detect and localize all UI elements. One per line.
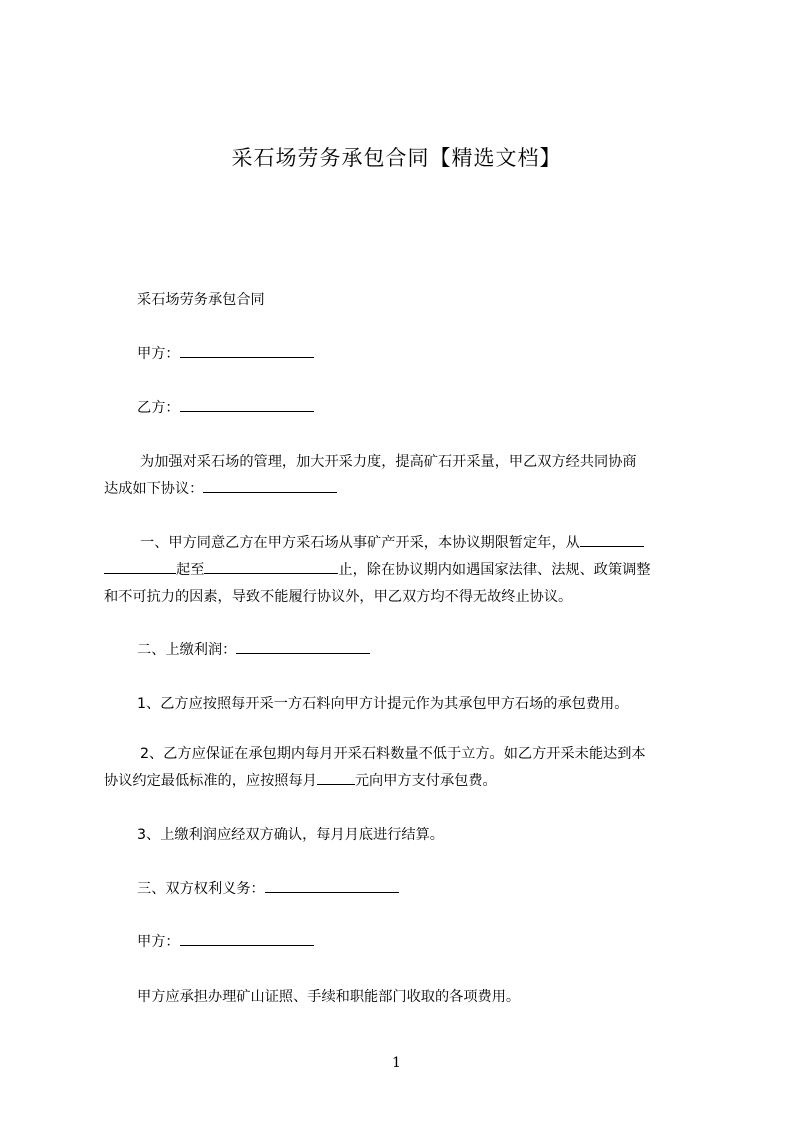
clause-1-end-blank xyxy=(204,572,338,574)
party-a-label: 甲方： xyxy=(137,346,180,362)
party-b-line xyxy=(137,395,314,422)
section-2-blank xyxy=(236,652,370,654)
document-title: 采石场劳务承包合同【精选文档】 xyxy=(231,146,562,170)
item-2-text-a: 2、乙方应保证在承包期内每月开采石料数量不低于立方。如乙方开采未能达到本 xyxy=(140,746,646,762)
item-2-blank xyxy=(317,783,355,785)
section-2-heading: 二、上缴利润： xyxy=(137,642,237,658)
clause-1-text-c: 止，除在协议期内如遇国家法律、法规、政策调整 xyxy=(338,562,651,578)
party-a-line xyxy=(137,341,314,368)
clause-1-text-d: 和不可抗力的因素，导致不能履行协议外，甲乙双方均不得无故终止协议。 xyxy=(104,589,573,605)
clause-1-text-b: 起至 xyxy=(176,562,205,578)
item-2 xyxy=(104,741,704,795)
item-3: 3、上缴利润应经双方确认，每月月底进行结算。 xyxy=(137,827,444,843)
intro-paragraph xyxy=(104,449,704,503)
item-2-text-b: 协议约定最低标准的，应按照每月 xyxy=(104,773,317,789)
item-2-text-c: 元向甲方支付承包费。 xyxy=(354,773,497,789)
clause-1-start-blank xyxy=(580,545,644,547)
section-2-line xyxy=(137,637,370,664)
page-number: 1 xyxy=(392,1055,401,1071)
party-a-line-2 xyxy=(137,929,314,956)
party-b-label: 乙方： xyxy=(137,400,180,416)
item-1: 1、乙方应按照每开采一方石料向甲方计提元作为其承包甲方石场的承包费用。 xyxy=(137,696,629,712)
party-b-blank xyxy=(180,410,314,412)
party-a-label-2: 甲方： xyxy=(137,934,180,950)
section-3-line xyxy=(137,876,399,903)
party-a-duty: 甲方应承担办理矿山证照、手续和职能部门收取的各项费用。 xyxy=(137,989,521,1005)
clause-1-text-a: 一、甲方同意乙方在甲方采石场从事矿产开采，本协议期限暂定年，从 xyxy=(140,535,580,551)
clause-1 xyxy=(104,530,704,611)
intro-text: 为加强对采石场的管理，加大开采力度，提高矿石开采量，甲乙双方经共同协商 xyxy=(140,454,637,470)
clause-1-start-blank-2 xyxy=(104,572,176,574)
section-3-heading: 三、双方权利义务： xyxy=(137,881,265,897)
party-a-blank xyxy=(180,356,314,358)
party-a-blank-2 xyxy=(180,944,314,946)
section-3-blank xyxy=(265,891,399,893)
contract-subtitle: 采石场劳务承包合同 xyxy=(137,292,265,308)
intro-blank xyxy=(203,491,337,493)
intro-text-line2: 达成如下协议： xyxy=(104,481,204,497)
